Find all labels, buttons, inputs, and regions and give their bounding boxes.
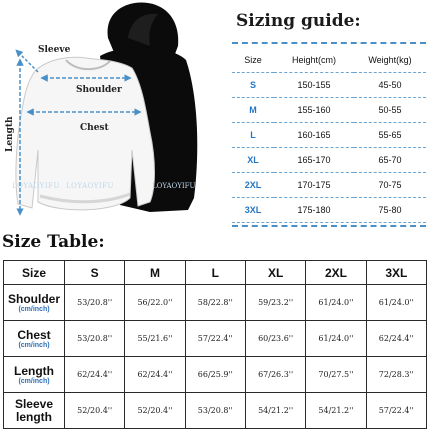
size-row-sleeve-length xyxy=(4,393,427,429)
guide-header-size: Size xyxy=(232,47,274,73)
guide-size: L xyxy=(232,123,274,148)
size-header-label: Size xyxy=(4,261,65,285)
size-value: 56/22.0'' xyxy=(125,285,185,321)
size-value: 55/21.6'' xyxy=(125,321,185,357)
watermark: LOYAOYIFU xyxy=(66,182,114,190)
guide-height: 170-175 xyxy=(274,173,354,198)
guide-header-row xyxy=(232,47,426,73)
sizing-guide-table xyxy=(232,47,426,223)
guide-row xyxy=(232,148,426,173)
size-value: 72/28.3'' xyxy=(366,357,426,393)
guide-weight: 70-75 xyxy=(354,173,426,198)
guide-weight: 50-55 xyxy=(354,98,426,123)
shoulder-label: Shoulder xyxy=(76,85,122,95)
measure-unit: (cm/inch) xyxy=(18,341,50,349)
watermark-left: LOYAOYIFU xyxy=(12,182,60,190)
size-header-3xl: 3XL xyxy=(366,261,426,285)
measure-label-cell xyxy=(4,357,65,393)
measure-label-cell xyxy=(4,321,65,357)
size-value: 53/20.8'' xyxy=(185,393,245,429)
sizing-guide-title: Sizing guide: xyxy=(236,11,361,31)
guide-divider-top xyxy=(232,42,426,44)
sleeve-label: Sleeve xyxy=(38,45,71,55)
measure-label-cell xyxy=(4,393,65,429)
measure-unit: (cm/inch) xyxy=(18,305,50,313)
size-value: 66/25.9'' xyxy=(185,357,245,393)
size-header-2xl: 2XL xyxy=(306,261,366,285)
guide-weight: 45-50 xyxy=(354,73,426,98)
guide-header-weight: Weight(kg) xyxy=(354,47,426,73)
size-value: 54/21.2'' xyxy=(306,393,366,429)
guide-height: 165-170 xyxy=(274,148,354,173)
size-table-title: Size Table: xyxy=(2,232,105,252)
size-row-chest xyxy=(4,321,427,357)
size-value: 60/23.6'' xyxy=(245,321,305,357)
measure-name: Shoulder xyxy=(7,291,60,306)
guide-row xyxy=(232,98,426,123)
size-value: 61/24.0'' xyxy=(306,321,366,357)
size-value: 62/24.4'' xyxy=(125,357,185,393)
guide-weight: 75-80 xyxy=(354,198,426,223)
measure-name: Sleeve length xyxy=(14,396,54,424)
size-value: 52/20.4'' xyxy=(125,393,185,429)
sleeve-arrow xyxy=(18,52,38,72)
size-value: 57/22.4'' xyxy=(185,321,245,357)
guide-header-height: Height(cm) xyxy=(274,47,354,73)
guide-size: M xyxy=(232,98,274,123)
size-value: 70/27.5'' xyxy=(306,357,366,393)
size-value: 61/24.0'' xyxy=(306,285,366,321)
size-row-length xyxy=(4,357,427,393)
size-value: 53/20.8'' xyxy=(65,285,125,321)
watermark-right: LOYAOYIFU xyxy=(152,182,196,190)
size-header-m: M xyxy=(125,261,185,285)
size-value: 57/22.4'' xyxy=(366,393,426,429)
size-header-s: S xyxy=(65,261,125,285)
guide-height: 155-160 xyxy=(274,98,354,123)
size-header-row xyxy=(4,261,427,285)
hoodie-illustration xyxy=(0,0,226,226)
size-value: 61/24.0'' xyxy=(366,285,426,321)
size-value: 52/20.4'' xyxy=(65,393,125,429)
guide-height: 160-165 xyxy=(274,123,354,148)
size-header-l: L xyxy=(185,261,245,285)
guide-row xyxy=(232,123,426,148)
size-value: 67/26.3'' xyxy=(245,357,305,393)
guide-row xyxy=(232,73,426,98)
measure-name: Length xyxy=(14,363,54,378)
size-row-shoulder xyxy=(4,285,427,321)
size-value: 62/24.4'' xyxy=(65,357,125,393)
size-table xyxy=(3,260,427,429)
measure-label-cell xyxy=(4,285,65,321)
guide-size: 2XL xyxy=(232,173,274,198)
guide-size: XL xyxy=(232,148,274,173)
guide-size: S xyxy=(232,73,274,98)
guide-row xyxy=(232,173,426,198)
size-value: 59/23.2'' xyxy=(245,285,305,321)
size-value: 58/22.8'' xyxy=(185,285,245,321)
measure-unit: (cm/inch) xyxy=(18,377,50,385)
size-value: 62/24.4'' xyxy=(366,321,426,357)
length-label: Length xyxy=(5,116,15,152)
guide-row xyxy=(232,198,426,223)
guide-weight: 65-70 xyxy=(354,148,426,173)
size-value: 53/20.8'' xyxy=(65,321,125,357)
guide-height: 175-180 xyxy=(274,198,354,223)
guide-weight: 55-65 xyxy=(354,123,426,148)
measure-name: Chest xyxy=(17,327,51,342)
guide-height: 150-155 xyxy=(274,73,354,98)
chest-label: Chest xyxy=(80,123,109,133)
guide-size: 3XL xyxy=(232,198,274,223)
guide-divider-bottom xyxy=(232,225,426,227)
size-value: 54/21.2'' xyxy=(245,393,305,429)
size-header-xl: XL xyxy=(245,261,305,285)
